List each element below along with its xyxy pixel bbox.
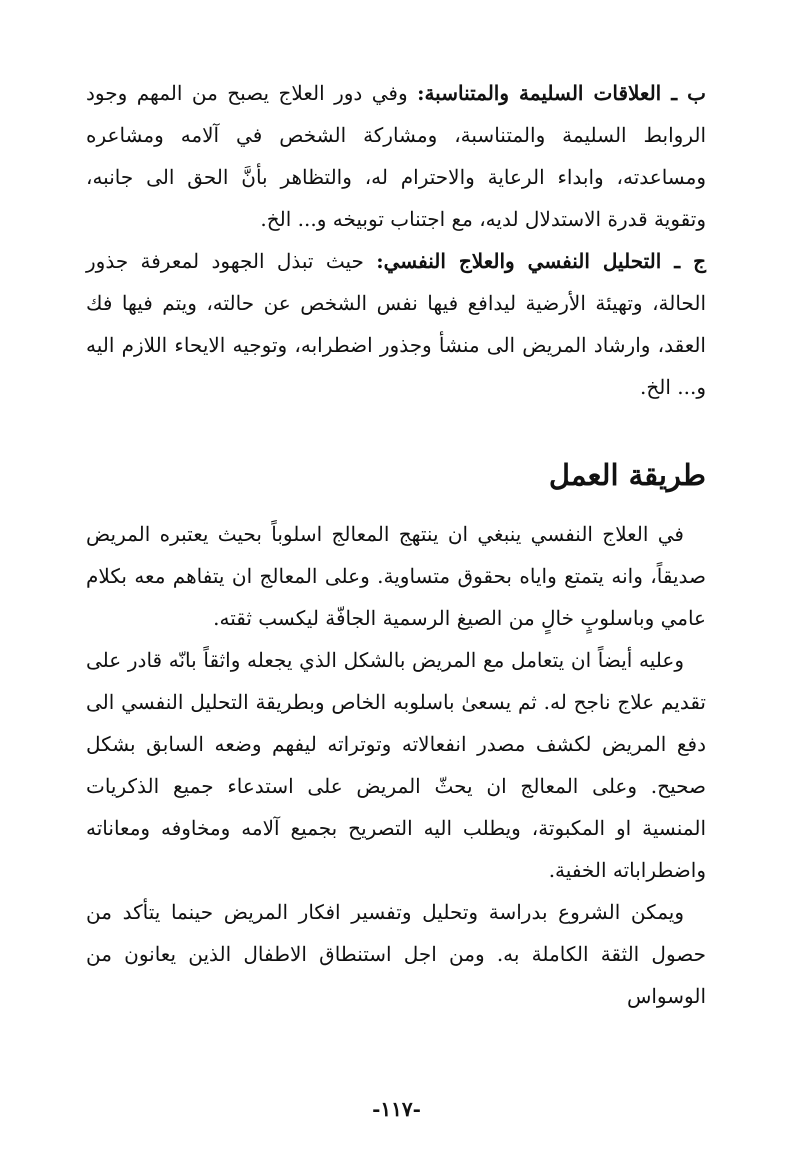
page-number: -١١٧- bbox=[372, 1097, 421, 1121]
section-body bbox=[86, 513, 706, 1017]
list-item-c-lead: ج ـ التحليل النفسي والعلاج النفسي: bbox=[376, 249, 706, 273]
list-item-c bbox=[86, 240, 706, 408]
body-paragraph-1: في العلاج النفسي ينبغي ان ينتهج المعالج اسلوباً بحيث يعتبره المريض صديقاً، وانه يتمتع واياه بحقوق متساوية. وعلى المعالج ان يتفاهم معه بكلام عامي وباسلوبٍ خالٍ من الصيغ الرسمية الجافّة ليكسب ثقته. bbox=[86, 522, 706, 630]
list-item-b-lead: ب ـ العلاقات السليمة والمتناسبة: bbox=[417, 81, 706, 105]
list-items-block bbox=[86, 72, 706, 408]
list-item-c-text: حيث تبذل الجهود لمعرفة جذور الحالة، وتهيئة الأرضية ليدافع فيها نفس الشخص عن حالته، ويتم فيها فك العقد، وارشاد المريض الى منشأ وجذور اضطرابه، وتوجيه الايحاء اللازم اليه و... الخ. bbox=[86, 249, 706, 399]
list-item-b-text: وفي دور العلاج يصبح من المهم وجود الروابط السليمة والمتناسبة، ومشاركة الشخص في آلامه ومشاعره ومساعدته، وابداء الرعاية والاحترام له، والتظاهر بأنَّ الحق الى جانبه، وتقوية قدرة الاستدلال لديه، مع اجتناب توبيخه و... الخ. bbox=[86, 81, 706, 231]
body-paragraph-2: وعليه أيضاً ان يتعامل مع المريض بالشكل الذي يجعله واثقاً بانّه قادر على تقديم علاج ناجح له. ثم يسعىٰ باسلوبه الخاص وبطريقة التحليل النفسي الى دفع المريض لكشف مصدر انفعالاته وتوتراته ليفهم وضعه السابق بشكل صحيح. وعلى المعالج ان يحثّ المريض على استدعاء جميع الذكريات المنسية او المكبوتة، ويطلب اليه التصريح بجميع آلامه ومخاوفه ومعاناته واضطراباته الخفية. bbox=[86, 648, 707, 882]
body-paragraph-3: ويمكن الشروع بدراسة وتحليل وتفسير افكار المريض حينما يتأكد من حصول الثقة الكاملة به. ومن اجل استنطاق الاطفال الذين يعانون من الوسواس bbox=[86, 900, 706, 1008]
section-heading: طريقة العمل bbox=[548, 458, 706, 492]
list-item-b bbox=[86, 72, 706, 240]
